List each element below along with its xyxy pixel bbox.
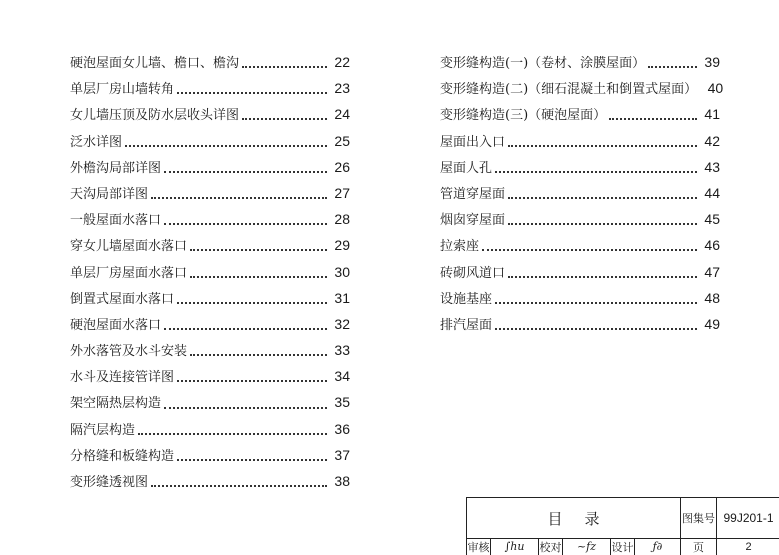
toc-dot-leader [138,433,327,435]
toc-entry [440,78,724,104]
toc-entry-page: 27 [334,184,350,201]
toc-entry-title: 硬泡屋面女儿墙、檐口、檐沟 [70,56,240,71]
toc-entry-page: 28 [334,211,350,228]
toc-entry [70,445,350,471]
toc-dot-leader [190,249,327,251]
review-label: 审核 [467,538,491,555]
toc-dot-leader [177,380,327,382]
toc-entry [70,262,350,288]
toc-dot-leader [508,276,697,278]
toc-dot-leader [609,118,697,120]
design-signature: ƒ∂ [635,538,681,555]
toc-entry-title: 屋面人孔 [440,160,493,176]
toc-entry [440,262,720,288]
toc-entry-page: 34 [334,368,350,385]
toc-dot-leader [164,328,327,330]
toc-dot-leader [648,66,697,68]
toc-entry-title: 穿女儿墙屋面水落口 [70,239,188,255]
toc-entry-page: 40 [707,80,724,97]
toc-entry-page: 47 [704,263,720,280]
design-label: 设计 [611,538,635,555]
toc-entry [70,314,350,340]
toc-entry-page: 41 [704,106,720,123]
toc-entry [440,157,720,183]
toc-dot-leader [151,197,327,199]
toc-dot-leader [177,302,327,304]
toc-entry [440,235,720,261]
toc-entry [440,104,720,130]
toc-dot-leader [190,276,327,278]
toc-entry-page: 26 [334,158,350,175]
toc-entry-title: 女儿墙压顶及防水层收头详图 [70,108,240,124]
toc-entry [70,288,350,314]
toc-entry [70,235,350,261]
page-label: 页 [681,538,717,555]
toc-dot-leader [177,459,327,461]
toc-entry-title: 隔汽层构造 [70,422,136,438]
toc-dot-leader [151,485,327,487]
toc-entry-page: 23 [334,80,350,97]
toc-entry-title: 单层厂房山墙转角 [70,82,175,98]
atlas-label: 图集号 [681,498,717,538]
toc-entry [70,471,350,497]
toc-entry [70,104,350,130]
toc-dot-leader [508,197,697,199]
toc-entry [440,314,720,340]
toc-entry-title: 变形缝构造(三)（硬泡屋面） [440,108,607,124]
toc-entry-page: 38 [334,473,350,489]
toc-entry-title: 外檐沟局部详图 [70,160,162,176]
toc-entry-title: 设施基座 [440,291,493,307]
toc-entry-title: 外水落管及水斗安装 [70,344,188,360]
toc-entry-title: 排汽屋面 [440,317,493,333]
toc-entry-title: 管道穿屋面 [440,186,506,202]
toc-dot-leader [495,302,697,304]
toc-left-column [70,52,350,497]
toc-entry-page: 39 [704,54,720,70]
toc-entry-title: 变形缝构造(一)（卷材、涂膜屋面） [440,56,646,71]
toc-entry-title: 一般屋面水落口 [70,213,162,229]
toc-entry [70,131,350,157]
toc-entry-page: 30 [334,263,350,280]
toc-dot-leader [177,92,327,94]
toc-entry-page: 46 [704,237,720,254]
toc-entry-title: 泛水详图 [70,134,123,150]
toc-entry [70,392,350,418]
toc-dot-leader [164,171,327,173]
toc-entry-page: 33 [334,342,350,359]
toc-entry-page: 29 [334,237,350,254]
toc-dot-leader [242,118,327,120]
toc-entry-page: 42 [704,132,720,149]
toc-entry-title: 单层厂房屋面水落口 [70,265,188,281]
title-block-row-top [467,498,779,539]
toc-right-column [440,52,724,340]
toc-entry [440,183,720,209]
toc-entry [70,419,350,445]
review-signature: ∫hu [491,538,539,555]
toc-entry-title: 架空隔热层构造 [70,396,162,412]
toc-entry-title: 分格缝和板缝构造 [70,448,175,464]
atlas-number: 99J201-1 [723,511,774,525]
toc-dot-leader [164,407,327,409]
toc-entry-page: 25 [334,132,350,149]
toc-dot-leader [495,171,697,173]
toc-entry-title: 拉索座 [440,239,480,255]
toc-entry-title: 砖砌风道口 [440,265,506,281]
toc-entry-title: 烟囱穿屋面 [440,213,506,229]
toc-dot-leader [482,249,697,251]
toc-dot-leader [190,354,327,356]
title-block [466,497,779,555]
toc-dot-leader [495,328,697,330]
check-label: 校对 [539,538,563,555]
toc-entry-title: 倒置式屋面水落口 [70,291,175,307]
toc-entry-page: 49 [704,315,720,332]
page-number: 2 [745,540,752,553]
toc-entry-title: 水斗及连接管详图 [70,370,175,386]
toc-entry [70,209,350,235]
toc-entry-page: 36 [334,420,350,437]
toc-entry-page: 44 [704,184,720,201]
toc-entry-page: 45 [704,211,720,228]
toc-entry-page: 43 [704,158,720,175]
toc-entry-page: 35 [334,394,350,411]
toc-dot-leader [508,223,697,225]
title-block-row-bottom [467,538,779,555]
toc-entry [70,340,350,366]
check-signature: ~fz [563,538,611,555]
toc-entry-title: 变形缝透视图 [70,475,149,490]
toc-entry [440,209,720,235]
toc-dot-leader [508,145,697,147]
toc-entry [70,183,350,209]
toc-dot-leader [125,145,327,147]
toc-entry-page: 31 [334,289,350,306]
toc-entry [70,52,350,78]
drawing-title: 目录 [467,498,681,538]
toc-entry-page: 24 [334,106,350,123]
toc-dot-leader [242,66,327,68]
toc-entry [440,52,720,78]
toc-entry [70,366,350,392]
toc-entry-title: 屋面出入口 [440,134,506,150]
toc-entry-page: 37 [334,446,350,463]
toc-entry [440,131,720,157]
toc-entry [70,157,350,183]
toc-entry-page: 22 [334,54,350,70]
toc-entry-page: 48 [704,289,720,306]
toc-entry-page: 32 [334,315,350,332]
toc-entry [440,288,720,314]
toc-entry [70,78,350,104]
toc-dot-leader [164,223,327,225]
toc-entry-title: 天沟局部详图 [70,186,149,202]
toc-entry-title: 变形缝构造(二)（细石混凝土和倒置式屋面） [440,82,698,98]
toc-entry-title: 硬泡屋面水落口 [70,317,162,333]
